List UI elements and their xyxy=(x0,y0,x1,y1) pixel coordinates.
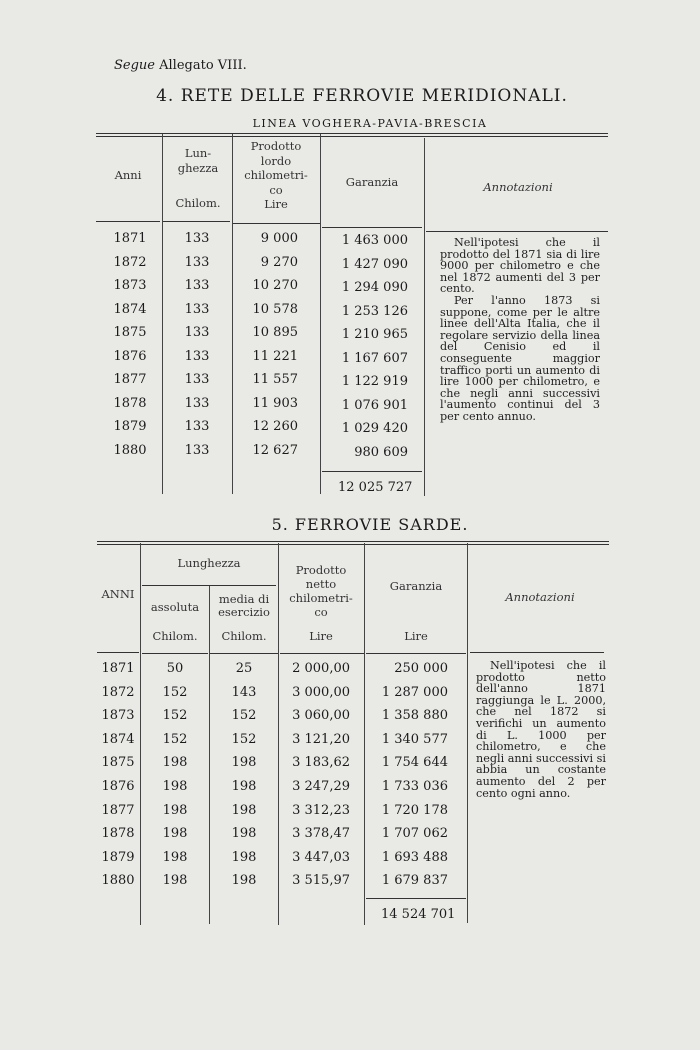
t2-header-media: media di esercizio xyxy=(218,592,270,619)
cell-garanzia: 1 427 090 xyxy=(341,256,408,272)
cell-lunghezza: 133 xyxy=(184,254,210,270)
table1-top-rule xyxy=(96,133,608,137)
cell-garanzia: 1 754 644 xyxy=(381,755,448,771)
cell-assoluta: 152 xyxy=(162,708,188,724)
cell-anno: 1878 xyxy=(113,395,147,411)
cell-garanzia: 1 679 837 xyxy=(381,873,448,889)
t2-header-chilom2: Chilom. xyxy=(221,629,267,643)
t2-header-annotazioni: Annotazioni xyxy=(505,590,575,604)
cell-media: 198 xyxy=(231,826,257,842)
cell-prodotto: 3 247,29 xyxy=(292,779,350,794)
cell-prodotto: 11 557 xyxy=(252,372,298,387)
cell-anno: 1874 xyxy=(113,301,147,317)
cell-lunghezza: 133 xyxy=(184,231,210,246)
t2-col-divider xyxy=(364,543,365,925)
cell-prodotto: 10 270 xyxy=(252,278,298,293)
t1-col-divider xyxy=(320,134,321,494)
t1-header-garanzia: Garanzia xyxy=(345,175,399,189)
cell-prodotto: 3 060,00 xyxy=(292,708,350,724)
cell-anno: 1876 xyxy=(113,348,147,364)
cell-garanzia: 1 340 577 xyxy=(381,731,448,747)
t1-col-divider xyxy=(162,134,163,494)
cell-anno: 1873 xyxy=(101,708,135,724)
cell-assoluta: 198 xyxy=(162,779,188,794)
t1-col-divider xyxy=(232,134,233,494)
cell-assoluta: 50 xyxy=(166,661,184,676)
cell-lunghezza: 133 xyxy=(184,442,210,458)
section2-title: 5. FERROVIE SARDE. xyxy=(271,515,469,534)
cell-anno: 1871 xyxy=(113,231,147,246)
cell-prodotto: 3 121,20 xyxy=(292,731,350,747)
cell-media: 152 xyxy=(231,708,257,724)
cell-prodotto: 3 312,23 xyxy=(292,802,350,818)
cell-garanzia: 980 609 xyxy=(354,444,408,460)
t1-header-prodotto: Prodotto lordo chilometri- co Lire xyxy=(244,139,308,211)
cell-anno: 1871 xyxy=(101,661,135,676)
t1-header-rule xyxy=(426,231,608,232)
allegato-italic: Segue xyxy=(114,58,155,73)
t2-total-rule xyxy=(366,898,466,899)
cell-assoluta: 198 xyxy=(162,755,188,771)
cell-garanzia: 1 463 000 xyxy=(341,233,408,248)
cell-anno: 1872 xyxy=(113,254,147,270)
cell-prodotto: 3 515,97 xyxy=(292,873,350,889)
cell-garanzia: 1 029 420 xyxy=(341,421,408,436)
cell-prodotto: 3 183,62 xyxy=(292,755,350,771)
cell-media: 143 xyxy=(231,684,257,700)
cell-garanzia: 1 358 880 xyxy=(381,708,448,724)
cell-anno: 1879 xyxy=(101,849,135,865)
cell-prodotto: 3 378,47 xyxy=(292,826,350,842)
t1-header-rule xyxy=(232,223,320,224)
cell-prodotto: 10 895 xyxy=(252,325,298,340)
t1-header-rule xyxy=(162,221,230,222)
t2-header-prodotto: Prodotto netto chilometri- co xyxy=(289,563,353,619)
t2-header-rule xyxy=(142,653,208,654)
cell-prodotto: 3 000,00 xyxy=(292,684,350,700)
cell-anno: 1877 xyxy=(113,372,147,387)
cell-anno: 1879 xyxy=(113,419,147,434)
cell-garanzia: 1 210 965 xyxy=(341,327,408,342)
cell-prodotto: 9 270 xyxy=(260,254,298,270)
t1-header-rule xyxy=(322,227,422,228)
cell-garanzia: 1 122 919 xyxy=(341,374,408,389)
cell-assoluta: 198 xyxy=(162,826,188,842)
cell-media: 152 xyxy=(231,731,257,747)
allegato-label: Allegato VIII. xyxy=(159,58,247,73)
t2-header-anni: ANNI xyxy=(101,587,135,601)
cell-prodotto: 9 000 xyxy=(260,231,298,246)
cell-prodotto: 11 903 xyxy=(252,395,298,411)
cell-lunghezza: 133 xyxy=(184,419,210,434)
cell-garanzia: 1 253 126 xyxy=(341,303,408,319)
t1-col-divider xyxy=(424,138,425,496)
cell-garanzia: 1 076 901 xyxy=(341,397,408,413)
t2-header-garanzia: Garanzia xyxy=(389,579,443,593)
cell-prodotto: 3 447,03 xyxy=(292,849,350,865)
cell-assoluta: 198 xyxy=(162,802,188,818)
t1-total: 12 025 727 xyxy=(338,480,413,495)
t2-header-garanzia-unit: Lire xyxy=(404,629,428,643)
cell-garanzia: 1 287 000 xyxy=(381,684,448,700)
t2-header-rule xyxy=(210,653,278,654)
allegato-header xyxy=(114,58,247,73)
cell-lunghezza: 133 xyxy=(184,372,210,387)
t2-col-divider xyxy=(278,543,279,925)
t2-header-assoluta: assoluta xyxy=(150,600,200,614)
cell-media: 198 xyxy=(231,802,257,818)
t2-annotation xyxy=(476,660,606,799)
cell-lunghezza: 133 xyxy=(184,395,210,411)
t2-header-rule xyxy=(280,653,364,654)
cell-lunghezza: 133 xyxy=(184,278,210,293)
cell-media: 198 xyxy=(231,849,257,865)
cell-anno: 1872 xyxy=(101,684,135,700)
cell-garanzia: 1 294 090 xyxy=(341,280,408,295)
cell-anno: 1875 xyxy=(101,755,135,771)
t2-header-lunghezza: Lunghezza xyxy=(177,556,241,570)
cell-anno: 1873 xyxy=(113,278,147,293)
t1-header-rule xyxy=(96,221,160,222)
t1-annotation-p2: Per l'anno 1873 si suppone, come per le altre linee dell'Alta Italia, che il regolare servizio della linea del Cenisio ed il conseguente maggior traffico porti un aumento di lire 1000 per chilometro, e che negli anni successivi l'aumento continui del 3 per cento annuo. xyxy=(440,293,600,423)
cell-garanzia: 1 707 062 xyxy=(381,826,448,842)
cell-lunghezza: 133 xyxy=(184,325,210,340)
cell-media: 198 xyxy=(231,779,257,794)
t1-header-anni: Anni xyxy=(114,168,142,182)
t1-total-rule xyxy=(322,471,422,472)
cell-garanzia: 1 167 607 xyxy=(341,350,408,366)
section1-title: 4. RETE DELLE FERROVIE MERIDIONALI. xyxy=(156,86,568,106)
cell-media: 198 xyxy=(231,873,257,889)
cell-prodotto: 11 221 xyxy=(252,348,298,364)
cell-garanzia: 1 733 036 xyxy=(381,779,448,794)
cell-assoluta: 198 xyxy=(162,873,188,889)
t1-header-annotazioni: Annotazioni xyxy=(483,180,553,194)
t1-annotation-p1: Nell'ipotesi che il prodotto del 1871 sia di lire 9000 per chilometro e che nel 1872 aumenti del 3 per cento. xyxy=(440,236,600,296)
cell-anno: 1876 xyxy=(101,779,135,794)
t1-header-lunghezza-unit: Chilom. xyxy=(175,196,221,210)
cell-anno: 1875 xyxy=(113,325,147,340)
cell-garanzia: 1 720 178 xyxy=(381,802,448,818)
cell-media: 198 xyxy=(231,755,257,771)
cell-anno: 1877 xyxy=(101,802,135,818)
cell-prodotto: 10 578 xyxy=(252,301,298,317)
cell-anno: 1874 xyxy=(101,731,135,747)
t2-header-chilom1: Chilom. xyxy=(152,629,198,643)
t2-header-rule xyxy=(470,652,604,653)
cell-prodotto: 2 000,00 xyxy=(292,661,350,676)
t2-header-prodotto-unit: Lire xyxy=(309,629,333,643)
cell-assoluta: 152 xyxy=(162,684,188,700)
section1-subtitle: LINEA VOGHERA-PAVIA-BRESCIA xyxy=(252,117,488,130)
cell-lunghezza: 133 xyxy=(184,348,210,364)
cell-anno: 1880 xyxy=(113,442,147,458)
t2-col-divider xyxy=(467,543,468,923)
t2-col-divider xyxy=(140,543,141,925)
cell-assoluta: 152 xyxy=(162,731,188,747)
t2-annotation-text: Nell'ipotesi che il prodotto netto dell'anno 1871 raggiunga le L. 2000, che nel 1872 si verifichi un aumento di L. 1000 per chilometro, e che negli anni successivi si abbia un costante aumento del 2 per cento ogni anno. xyxy=(476,659,606,800)
t2-header-rule xyxy=(366,653,466,654)
cell-assoluta: 198 xyxy=(162,849,188,865)
t2-total: 14 524 701 xyxy=(381,907,456,922)
cell-garanzia: 1 693 488 xyxy=(381,849,448,865)
t2-header-rule xyxy=(97,652,139,653)
cell-media: 25 xyxy=(235,661,253,676)
cell-anno: 1878 xyxy=(101,826,135,842)
cell-garanzia: 250 000 xyxy=(394,661,448,676)
cell-prodotto: 12 260 xyxy=(252,419,298,434)
cell-lunghezza: 133 xyxy=(184,301,210,317)
cell-anno: 1880 xyxy=(101,873,135,889)
cell-prodotto: 12 627 xyxy=(252,442,298,458)
t1-annotation xyxy=(440,237,600,423)
t1-header-lunghezza: Lun- ghezza xyxy=(177,146,219,175)
table2-top-rule xyxy=(97,541,609,545)
